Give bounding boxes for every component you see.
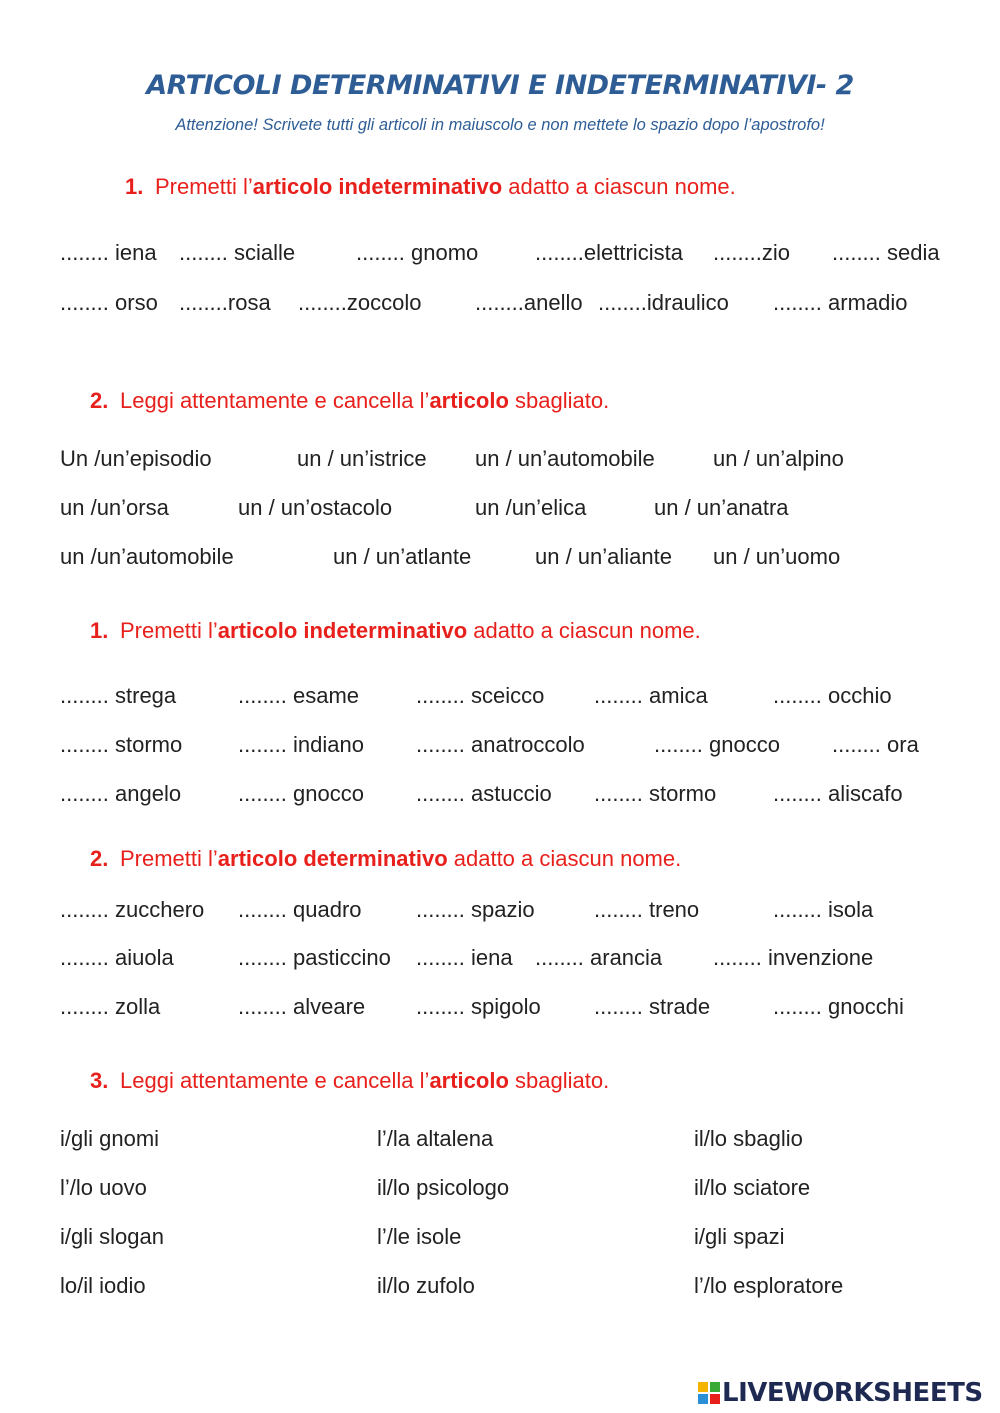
exercise-item[interactable]: ........ scialle	[179, 240, 296, 265]
exercise-2-row	[60, 495, 960, 525]
exercise-item[interactable]: il/lo psicologo	[377, 1175, 510, 1200]
exercise-item[interactable]: un /un’orsa	[60, 495, 169, 520]
exercise-item[interactable]: un /un’elica	[475, 495, 587, 520]
exercise-1-row	[60, 240, 960, 270]
exercise-item[interactable]: ........ alveare	[238, 994, 366, 1019]
exercise-2-row	[60, 544, 960, 574]
liveworksheets-logo-text: LIVEWORKSHEETS	[722, 1378, 983, 1408]
exercise-3-row	[60, 732, 960, 762]
exercise-item[interactable]: ........ indiano	[238, 732, 364, 757]
exercise-item[interactable]: l’/lo esploratore	[694, 1273, 844, 1298]
exercise-item[interactable]: ........ invenzione	[713, 945, 874, 970]
exercise-item[interactable]: un / un’istrice	[297, 446, 427, 471]
exercise-item[interactable]: il/lo sbaglio	[694, 1126, 803, 1151]
exercise-item[interactable]: l’/la altalena	[377, 1126, 494, 1151]
exercise-item[interactable]: ........zoccolo	[298, 290, 422, 315]
exercise-3-heading: 1. Premetti l’articolo indeterminativo adatto a ciascun nome.	[90, 618, 701, 643]
exercise-item[interactable]: ........ ora	[832, 732, 919, 757]
exercise-item[interactable]: i/gli slogan	[60, 1224, 164, 1249]
exercise-item[interactable]: ........ isola	[773, 897, 874, 922]
exercise-3-row	[60, 683, 960, 713]
liveworksheets-logo-icon	[698, 1382, 720, 1404]
exercise-item[interactable]: ........ pasticcino	[238, 945, 391, 970]
exercise-item[interactable]: ........ aiuola	[60, 945, 174, 970]
exercise-item[interactable]: un / un’automobile	[475, 446, 655, 471]
exercise-item[interactable]: ........ armadio	[773, 290, 908, 315]
exercise-item[interactable]: ........ orso	[60, 290, 158, 315]
exercise-item[interactable]: ........ amica	[594, 683, 708, 708]
exercise-item[interactable]: ........ zolla	[60, 994, 161, 1019]
exercise-item[interactable]: un / un’uomo	[713, 544, 841, 569]
exercise-item[interactable]: ........ stormo	[60, 732, 183, 757]
exercise-item[interactable]: ........ treno	[594, 897, 700, 922]
exercise-item[interactable]: ........ aliscafo	[773, 781, 903, 806]
exercise-2-heading: 2. Leggi attentamente e cancella l’articolo sbagliato.	[90, 388, 610, 413]
exercise-5-row	[60, 1126, 960, 1156]
exercise-item[interactable]: ........ gnocchi	[773, 994, 904, 1019]
exercise-item[interactable]: ........ strade	[594, 994, 711, 1019]
exercise-item[interactable]: ........ iena	[416, 945, 513, 970]
exercise-item[interactable]: lo/il iodio	[60, 1273, 146, 1298]
exercise-1-heading: 1. Premetti l’articolo indeterminativo adatto a ciascun nome.	[125, 174, 736, 199]
exercise-item[interactable]: ........ gnomo	[356, 240, 479, 265]
exercise-item[interactable]: un / un’anatra	[654, 495, 789, 520]
exercise-item[interactable]: ........ angelo	[60, 781, 182, 806]
exercise-1-row	[60, 290, 960, 320]
exercise-item[interactable]: i/gli gnomi	[60, 1126, 160, 1151]
exercise-4-heading: 2. Premetti l’articolo determinativo adatto a ciascun nome.	[90, 846, 682, 871]
exercise-4-row	[60, 994, 960, 1024]
exercise-item[interactable]: ........ esame	[238, 683, 360, 708]
exercise-3-row	[60, 781, 960, 811]
exercise-item[interactable]: ........ quadro	[238, 897, 362, 922]
exercise-item[interactable]: l’/le isole	[377, 1224, 462, 1249]
exercise-5-heading: 3. Leggi attentamente e cancella l’articolo sbagliato.	[90, 1068, 610, 1093]
exercise-item[interactable]: un / un’alpino	[713, 446, 844, 471]
exercise-item[interactable]: ........ spigolo	[416, 994, 541, 1019]
exercise-item[interactable]: ........ iena	[60, 240, 157, 265]
exercise-item[interactable]: ........ arancia	[535, 945, 663, 970]
exercise-item[interactable]: i/gli spazi	[694, 1224, 785, 1249]
exercise-item[interactable]: un / un’atlante	[333, 544, 472, 569]
page-title: ARTICOLI DETERMINATIVI E INDETERMINATIVI- 2	[146, 70, 854, 101]
exercise-item[interactable]: ........ zucchero	[60, 897, 205, 922]
exercise-item[interactable]: un /un’automobile	[60, 544, 234, 569]
exercise-5-row	[60, 1224, 960, 1254]
exercise-item[interactable]: ........ gnocco	[238, 781, 364, 806]
exercise-item[interactable]: Un /un’episodio	[60, 446, 212, 471]
exercise-item[interactable]: un / un’ostacolo	[238, 495, 393, 520]
exercise-2-row	[60, 446, 960, 476]
exercise-item[interactable]: ........elettricista	[535, 240, 683, 265]
exercise-item[interactable]: ........idraulico	[598, 290, 729, 315]
exercise-4-row	[60, 897, 960, 927]
exercise-item[interactable]: ........rosa	[179, 290, 271, 315]
exercise-item[interactable]: ........zio	[713, 240, 791, 265]
exercise-item[interactable]: ........ anatroccolo	[416, 732, 585, 757]
exercise-item[interactable]: ........ stormo	[594, 781, 717, 806]
exercise-item[interactable]: un / un’aliante	[535, 544, 672, 569]
exercise-5-row	[60, 1175, 960, 1205]
exercise-item[interactable]: il/lo sciatore	[694, 1175, 811, 1200]
exercise-item[interactable]: ........anello	[475, 290, 583, 315]
exercise-4-row	[60, 945, 960, 975]
page-subtitle: Attenzione! Scrivete tutti gli articoli in maiuscolo e non mettete lo spazio dopo l’apostrofo!	[175, 116, 825, 134]
exercise-item[interactable]: l’/lo uovo	[60, 1175, 147, 1200]
exercise-item[interactable]: ........ strega	[60, 683, 177, 708]
exercise-item[interactable]: ........ astuccio	[416, 781, 552, 806]
exercise-5-row	[60, 1273, 960, 1303]
exercise-item[interactable]: ........ sceicco	[416, 683, 545, 708]
liveworksheets-logo[interactable]	[698, 1380, 993, 1408]
exercise-item[interactable]: ........ gnocco	[654, 732, 780, 757]
exercise-item[interactable]: ........ sedia	[832, 240, 940, 265]
exercise-item[interactable]: ........ spazio	[416, 897, 535, 922]
exercise-item[interactable]: il/lo zufolo	[377, 1273, 475, 1298]
exercise-item[interactable]: ........ occhio	[773, 683, 892, 708]
